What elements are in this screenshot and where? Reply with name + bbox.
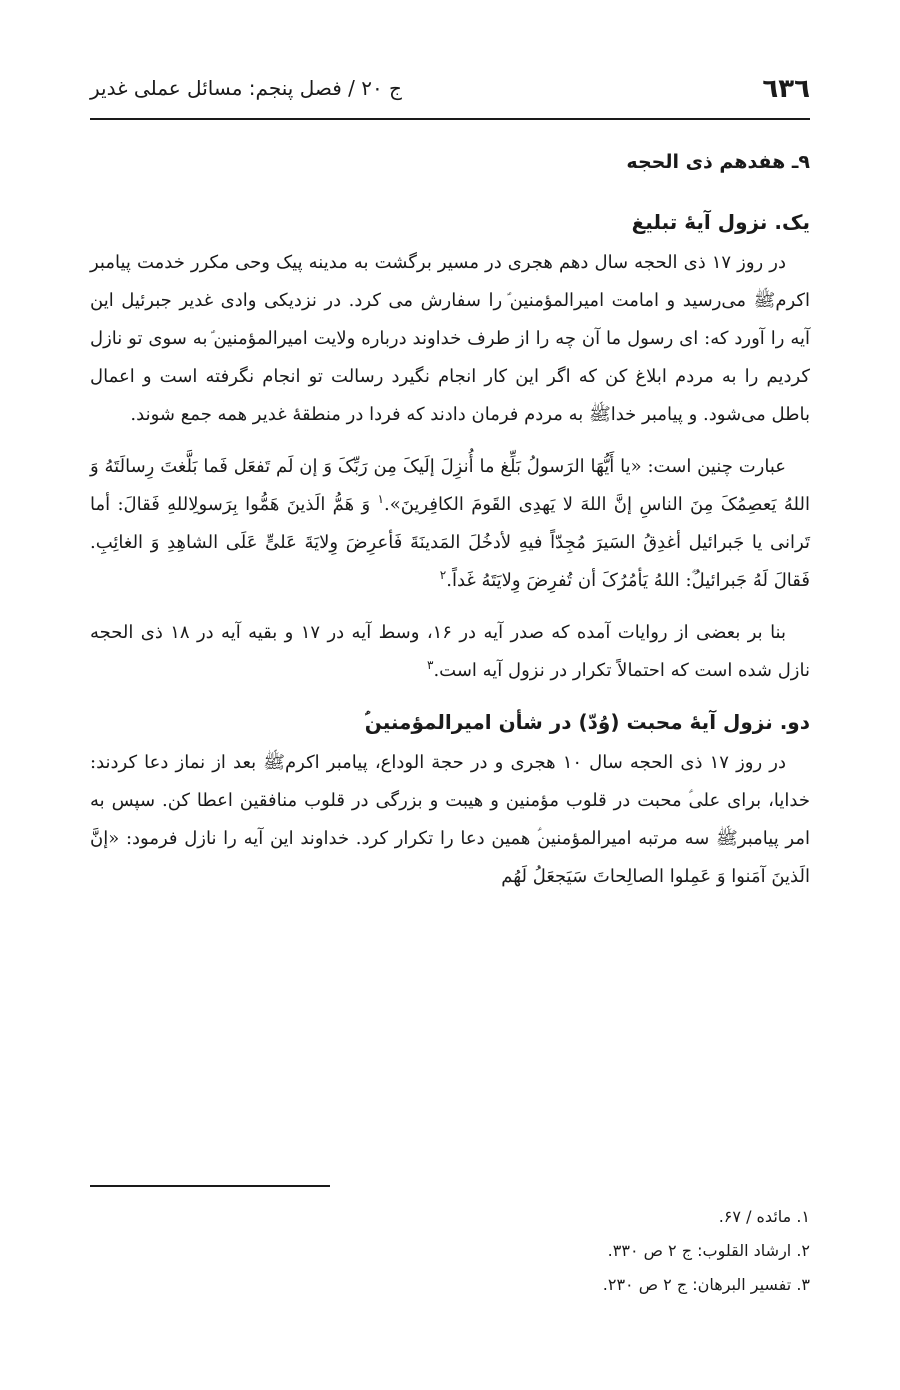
running-title: ج ۲۰ / فصل پنجم: مسائل عملی غدیر (90, 76, 402, 100)
footnote-ref: ۲ (439, 568, 447, 582)
footnote-ref: ۳ (426, 658, 434, 672)
footnote: ۲. ارشاد القلوب: ج ۲ ص ۳۳۰. (607, 1241, 810, 1260)
footnotes (90, 1200, 810, 1302)
paragraph: در روز ۱۷ ذی الحجه سال ۱۰ هجری و در حجة الوداع، پیامبر اکرمﷺ بعد از نماز دعا کردند: خدایا، برای علی‌ؑ محبت در قلوب مؤمنین و هیبت و بزرگی در قلوب منافقین اعطا کن. سپس به امر پیامبرﷺ سه مرتبه امیرالمؤمنین‌ؑ همین دعا را تکرار کرد. خداوند این آیه را نازل فرمود: «إنَّ الَذینَ آمَنوا وَ عَمِلوا الصالِحاتَ سَیَجعَلُ لَهُم (90, 752, 810, 887)
footnote: ۱. مائده / ۶۷. (718, 1207, 810, 1226)
quote-text: وَ هَمُّ الَذینَ هَمُّوا بِرَسولِاللهِ فَقالَ: أما تَرانی یا جَبرائیل أغدِقُ السَیرَ مُجِدّاً فیهِ لأدخُلَ المَدینَةَ فَأعرِضَ وِلایَةَ عَلیٍّ عَلَی الشاهِدِ وَ الغائِبِ. فَقالَ لَهُ جَبرائیلُ‌ؑ: اللهُ یَأمُرُکَ أن تُفرِضَ وِلایَتَهُ غَداً. (90, 494, 810, 591)
quote-text: عبارت چنین است: «یا أَیُّهَا الرَسولُ بَلِّغ ما أُنزِلَ إلَیکَ مِن رَبِّکَ وَ إن لَم تَفعَل فَما بَلَّغتَ رِسالَتَهُ وَ اللهُ یَعصِمُکَ مِنَ الناسِ إنَّ اللهَ لا یَهدِی القَومَ الکافِرینَ». (90, 456, 810, 515)
footnote: ۳. تفسیر البرهان: ج ۲ ص ۲۳۰. (602, 1275, 810, 1294)
book-page (90, 0, 810, 1390)
quote-paragraph (90, 448, 810, 600)
footnote-separator (90, 1185, 330, 1187)
paragraph (90, 614, 810, 690)
paragraph-text: بنا بر بعضی از روایات آمده که صدر آیه در ۱۶، وسط آیه در ۱۷ و بقیه آیه در ۱۸ ذی الحجه نازل شده است که احتمالاً تکرار در نزول آیه است. (90, 622, 810, 681)
page-header (90, 66, 810, 120)
section-title: ۹ـ هفدهم ذی الحجه (626, 151, 810, 173)
page-number: ٦٣٦ (762, 74, 810, 104)
page-content (90, 148, 810, 910)
subheading-2: دو. نزول آیۀ محبت (وُدّ) در شأن امیرالمؤمنین‌ؑ (364, 710, 810, 734)
footnote-ref: ۱ (377, 492, 384, 506)
subheading-1: یک. نزول آیۀ تبلیغ (631, 210, 810, 234)
paragraph: در روز ۱۷ ذی الحجه سال دهم هجری در مسیر برگشت به مدینه پیک وحی مکرر خدمت پیامبر اکرمﷺ می‌رسید و امامت امیرالمؤمنین‌ؑ را سفارش می کرد. در نزدیکی وادی غدیر جبرئیل این آیه را آورد که: ای رسول ما آن چه را از طرف خداوند درباره ولایت امیرالمؤمنین‌ؑ به سوی تو نازل کردیم را به مردم ابلاغ کن که اگر این کار انجام نگیرد رسالت تو انجام نگرفته است و اعمال باطل می‌شود. و پیامبر خداﷺ به مردم فرمان دادند که فردا در منطقۀ غدیر همه جمع شوند. (90, 252, 810, 425)
